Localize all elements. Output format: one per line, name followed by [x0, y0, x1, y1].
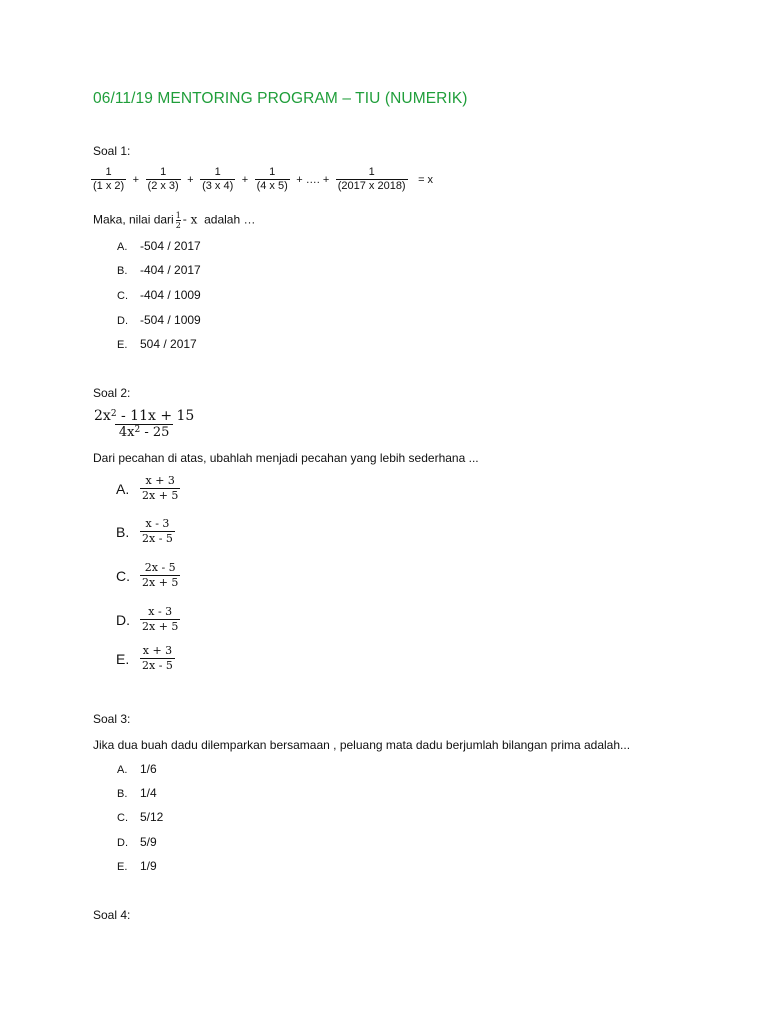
series-term: $\frac{1}{(4 x 5)}$: [256, 166, 288, 192]
soal-1-option[interactable]: C. -404 / 1009: [117, 288, 201, 302]
series-term: $\frac{1}{(3 x 4)}$: [202, 166, 234, 192]
soal-1-option[interactable]: D. -504 / 1009: [117, 313, 201, 327]
equals-x: = x: [418, 173, 434, 186]
soal-2-fraction: $2x^2 - 11x + 15$ $4x^2 - 25$: [94, 408, 195, 440]
soal-3-question: Jika dua buah dadu dilemparkan bersamaan , peluang mata dadu berjumlah bilangan prima adalah...: [93, 738, 631, 752]
soal-1-question: Maka, nilai dari $\frac{1}{2}$ - x adalah …: [93, 211, 256, 230]
soal-1-series: [91, 166, 435, 193]
soal-1-option[interactable]: A. -504 / 2017: [117, 239, 201, 253]
soal-3-option[interactable]: B. 1/4: [117, 786, 157, 800]
soal-2-label: Soal 2:: [93, 386, 131, 400]
series-term: $\frac{1}{(1 x 2)}$: [93, 166, 125, 192]
soal-4-label: Soal 4:: [93, 908, 131, 922]
series-term: $\frac{1}{(2 x 3)}$: [147, 166, 179, 192]
plus-sign: +: [241, 173, 249, 186]
soal-2-question: Dari pecahan di atas, ubahlah menjadi pecahan yang lebih sederhana ...: [93, 451, 479, 465]
series-ellipsis: + …. +: [296, 173, 330, 186]
soal-2-option[interactable]: E. x + 3 2x - 5: [116, 644, 173, 672]
document-title: 06/11/19 MENTORING PROGRAM – TIU (NUMERIK): [93, 90, 468, 107]
soal-2-option[interactable]: A. x + 3 2x + 5: [116, 474, 179, 502]
soal-3-option[interactable]: E. 1/9: [117, 859, 157, 873]
half-fraction: $\frac{1}{2}$: [175, 211, 181, 230]
soal-3-label: Soal 3:: [93, 712, 131, 726]
plus-sign: +: [132, 173, 140, 186]
soal-2-option[interactable]: B. x - 3 2x - 5: [116, 517, 173, 545]
series-term: $\frac{1}{(2017 x 2018)}$: [337, 166, 406, 192]
soal-2-option[interactable]: D. x - 3 2x + 5: [116, 605, 179, 633]
soal-1-label: Soal 1:: [93, 144, 131, 158]
soal-3-option[interactable]: C. 5/12: [117, 810, 164, 824]
soal-3-option[interactable]: A. 1/6: [117, 762, 157, 776]
soal-1-option[interactable]: E. 504 / 2017: [117, 337, 197, 351]
plus-sign: +: [187, 173, 194, 186]
soal-3-option[interactable]: D. 5/9: [117, 835, 157, 849]
soal-1-option[interactable]: B. -404 / 2017: [117, 263, 201, 277]
soal-2-option[interactable]: C. 2x - 5 2x + 5: [116, 561, 179, 589]
